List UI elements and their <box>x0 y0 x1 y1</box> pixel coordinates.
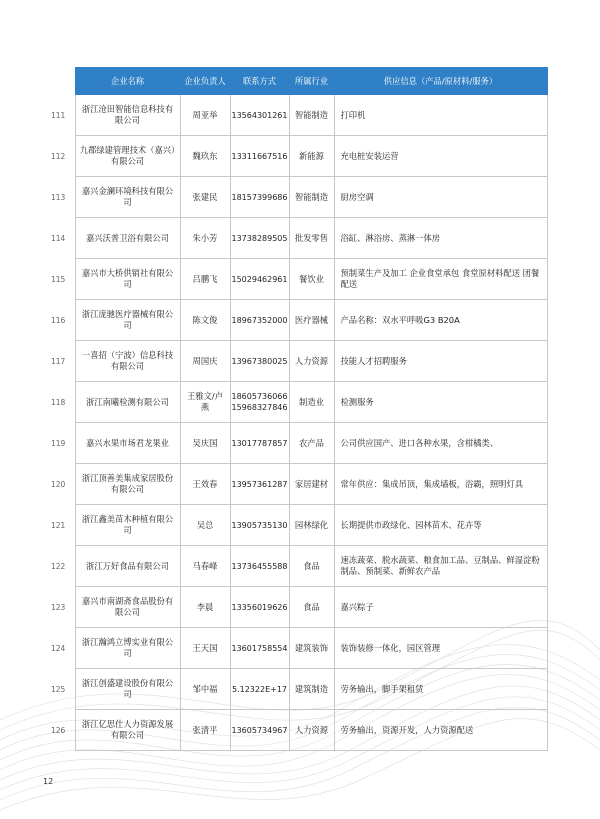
supply-info-cell: 装饰装修一体化，园区管理 <box>334 628 547 669</box>
phone-cell <box>230 546 289 587</box>
leader-cell: 周亚举 <box>180 95 230 136</box>
phone-number: 18605736066 <box>231 392 288 401</box>
leader-cell: 马春峰 <box>180 546 230 587</box>
table-row <box>45 710 547 751</box>
supplier-table <box>45 67 548 751</box>
row-index: 111 <box>51 110 66 120</box>
table-row <box>45 587 547 628</box>
table-row <box>45 95 547 136</box>
phone-cell <box>230 669 289 710</box>
table-row <box>45 546 547 587</box>
leader-cell: 魏玖东 <box>180 136 230 177</box>
company-name-cell: 浙江顶善美集成家居股份有限公司 <box>75 464 180 505</box>
company-name-cell: 九郡绿建管理技术（嘉兴）有限公司 <box>75 136 180 177</box>
table-row <box>45 136 547 177</box>
phone-cell <box>230 259 289 300</box>
company-name-cell: 浙江亿思仕人力资源发展有限公司 <box>75 710 180 751</box>
industry-cell: 园林绿化 <box>289 505 334 546</box>
industry-cell: 智能制造 <box>289 177 334 218</box>
row-index: 116 <box>51 315 66 325</box>
supply-info-cell: 浴缸、淋浴房、蒸淋一体房 <box>334 218 547 259</box>
company-name-cell: 浙江庞驰医疗器械有限公司 <box>75 300 180 341</box>
phone-cell <box>230 423 289 464</box>
leader-cell: 邹中福 <box>180 669 230 710</box>
row-index: 118 <box>51 397 66 407</box>
table-row <box>45 628 547 669</box>
industry-cell: 建筑制造 <box>289 669 334 710</box>
leader-cell: 王雅文/卢燕 <box>180 382 230 423</box>
phone-number: 13564301261 <box>231 110 288 120</box>
phone-cell <box>230 95 289 136</box>
row-index: 114 <box>51 233 66 243</box>
phone-number: 13736455588 <box>231 561 288 571</box>
industry-cell: 家居建材 <box>289 464 334 505</box>
phone-number: 13957361287 <box>231 479 288 489</box>
supply-info-cell: 嘉兴粽子 <box>334 587 547 628</box>
industry-cell: 食品 <box>289 587 334 628</box>
page-number: 12 <box>43 777 54 786</box>
company-name-cell: 嘉兴金澜环境科技有限公司 <box>75 177 180 218</box>
header-contact: 联系方式 <box>230 68 289 95</box>
row-index: 123 <box>51 602 66 612</box>
phone-number: 18967352000 <box>231 315 288 325</box>
leader-cell: 王效春 <box>180 464 230 505</box>
row-index: 121 <box>51 520 66 530</box>
company-name-cell: 浙江南曦检测有限公司 <box>75 382 180 423</box>
leader-cell: 朱小芳 <box>180 218 230 259</box>
industry-cell: 食品 <box>289 546 334 587</box>
header-index <box>45 68 75 95</box>
industry-cell: 智能制造 <box>289 95 334 136</box>
supply-info-cell: 速冻蔬菜、脱水蔬菜、粮食加工品、豆制品、鲜湿淀粉制品、预制菜、新鲜农产品 <box>334 546 547 587</box>
phone-cell <box>230 300 289 341</box>
table-body <box>45 95 547 751</box>
industry-cell: 人力资源 <box>289 341 334 382</box>
phone-cell <box>230 505 289 546</box>
header-company: 企业名称 <box>75 68 180 95</box>
phone-number: 13738289505 <box>231 233 288 243</box>
row-index: 122 <box>51 561 66 571</box>
row-index: 119 <box>51 438 66 448</box>
table-row <box>45 505 547 546</box>
supply-info-cell: 常年供应：集成吊顶，集成墙板，浴霸，照明灯具 <box>334 464 547 505</box>
leader-cell: 陈文俊 <box>180 300 230 341</box>
company-name-cell: 嘉兴市南湖斋食品股份有限公司 <box>75 587 180 628</box>
leader-cell: 李晨 <box>180 587 230 628</box>
supply-info-cell: 厨房空调 <box>334 177 547 218</box>
table-row <box>45 341 547 382</box>
company-name-cell: 浙江瀚鸿立博实业有限公司 <box>75 628 180 669</box>
industry-cell: 医疗器械 <box>289 300 334 341</box>
leader-cell: 吕鹏飞 <box>180 259 230 300</box>
supply-info-cell: 劳务输出，脚手架租赁 <box>334 669 547 710</box>
company-name-cell: 嘉兴沃普卫浴有限公司 <box>75 218 180 259</box>
industry-cell: 制造业 <box>289 382 334 423</box>
table-row <box>45 300 547 341</box>
phone-number: 18157399686 <box>231 192 288 202</box>
company-name-cell: 浙江创盛建设股份有限公司 <box>75 669 180 710</box>
supply-info-cell: 劳务输出，资源开发，人力资源配送 <box>334 710 547 751</box>
row-index: 124 <box>51 643 66 653</box>
phone-cell <box>230 382 289 423</box>
phone-cell <box>230 136 289 177</box>
phone-cell <box>230 218 289 259</box>
industry-cell: 农产品 <box>289 423 334 464</box>
phone-number: 13905735130 <box>231 520 288 530</box>
phone-number: 13017787857 <box>231 438 288 448</box>
supply-info-cell: 充电桩安装运营 <box>334 136 547 177</box>
phone-cell <box>230 341 289 382</box>
phone-number: 15029462961 <box>231 274 288 284</box>
row-index: 112 <box>51 151 66 161</box>
leader-cell: 吴总 <box>180 505 230 546</box>
company-name-cell: 嘉兴市大桥供销社有限公司 <box>75 259 180 300</box>
industry-cell: 新能源 <box>289 136 334 177</box>
phone-cell <box>230 628 289 669</box>
row-index: 125 <box>51 684 66 694</box>
industry-cell: 批发零售 <box>289 218 334 259</box>
row-index: 113 <box>51 192 66 202</box>
row-index: 126 <box>51 725 66 735</box>
table-header-row <box>45 68 547 95</box>
leader-cell: 张清平 <box>180 710 230 751</box>
industry-cell: 建筑装饰 <box>289 628 334 669</box>
table-row <box>45 669 547 710</box>
phone-number: 13601758554 <box>231 643 288 653</box>
supply-info-cell: 检测服务 <box>334 382 547 423</box>
row-index: 117 <box>51 356 66 366</box>
phone-number: 13311667516 <box>231 151 288 161</box>
company-name-cell: 一喜招（宁波）信息科技有限公司 <box>75 341 180 382</box>
industry-cell: 人力资源 <box>289 710 334 751</box>
header-industry: 所属行业 <box>289 68 334 95</box>
industry-cell: 餐饮业 <box>289 259 334 300</box>
table-row <box>45 218 547 259</box>
phone-number: 15968327846 <box>231 403 288 412</box>
row-index: 120 <box>51 479 66 489</box>
phone-number: 13356019626 <box>231 602 288 612</box>
company-name-cell: 浙江鑫美苗木种植有限公司 <box>75 505 180 546</box>
phone-number: 5.12322E+17 <box>231 684 288 694</box>
table-row <box>45 259 547 300</box>
table-row <box>45 464 547 505</box>
leader-cell: 周国庆 <box>180 341 230 382</box>
company-name-cell: 浙江万好食品有限公司 <box>75 546 180 587</box>
leader-cell: 王天国 <box>180 628 230 669</box>
company-name-cell: 浙江沧田智能信息科技有限公司 <box>75 95 180 136</box>
supply-info-cell: 产品名称：双水平呼吸G3 B20A <box>334 300 547 341</box>
row-index: 115 <box>51 274 66 284</box>
phone-number: 13605734967 <box>231 725 288 735</box>
phone-cell <box>230 710 289 751</box>
supply-info-cell: 技能人才招聘服务 <box>334 341 547 382</box>
phone-cell <box>230 464 289 505</box>
supply-info-cell: 打印机 <box>334 95 547 136</box>
header-supply: 供应信息（产品/原材料/服务） <box>334 68 547 95</box>
table-row <box>45 423 547 464</box>
phone-number: 13967380025 <box>231 356 288 366</box>
phone-cell <box>230 587 289 628</box>
phone-cell <box>230 177 289 218</box>
table-row <box>45 382 547 423</box>
header-leader: 企业负责人 <box>180 68 230 95</box>
supply-info-cell: 公司供应国产、进口各种水果，含柑橘类、 <box>334 423 547 464</box>
leader-cell: 张建民 <box>180 177 230 218</box>
company-name-cell: 嘉兴水果市场君龙果业 <box>75 423 180 464</box>
leader-cell: 吴庆国 <box>180 423 230 464</box>
supply-info-cell: 长期提供市政绿化、园林苗木、花卉等 <box>334 505 547 546</box>
table-row <box>45 177 547 218</box>
supply-info-cell: 预制菜生产及加工 企业食堂承包 食堂原材料配送 团餐配送 <box>334 259 547 300</box>
